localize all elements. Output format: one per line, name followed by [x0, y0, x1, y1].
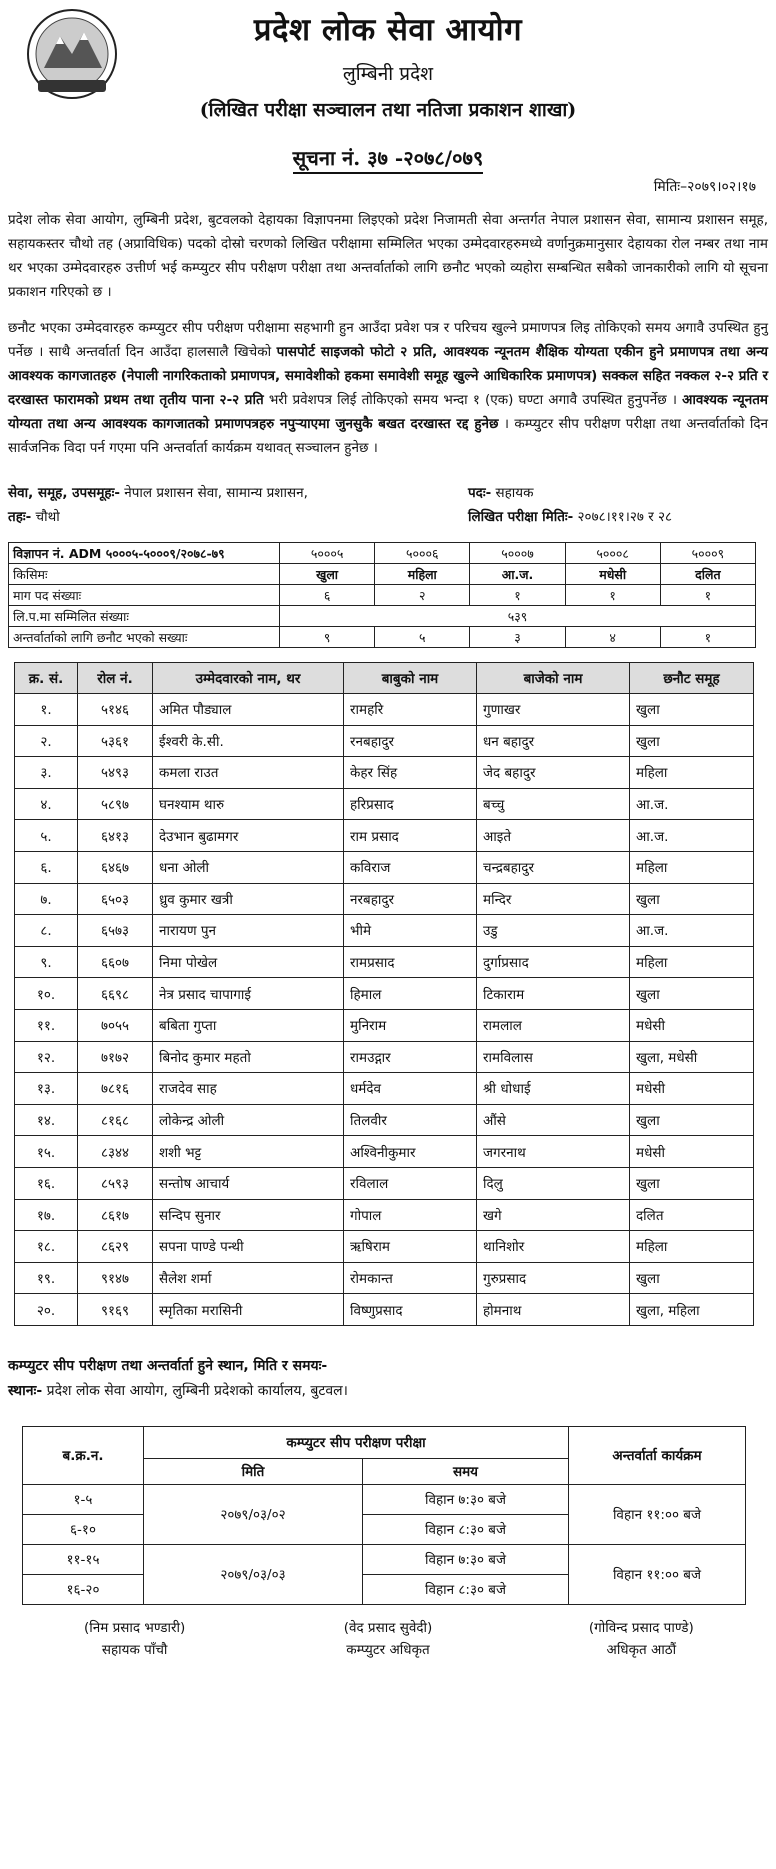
cell-name: शशी भट्ट: [153, 1136, 344, 1168]
schedule-time: विहान ८:३० बजे: [363, 1574, 569, 1604]
cell-name: राजदेव साह: [153, 1073, 344, 1105]
branch-name: (लिखित परीक्षा सञ्चालन तथा नतिजा प्रकाशन शाखा): [199, 99, 577, 121]
cell-group: खुला: [630, 1104, 754, 1136]
cell-grandfather: श्री धोधाई: [477, 1073, 630, 1105]
cell-roll: ६४१३: [78, 820, 153, 852]
cell-grandfather: खगे: [477, 1199, 630, 1231]
cell-grandfather: रामविलास: [477, 1041, 630, 1073]
cell-group: मधेसी: [630, 1136, 754, 1168]
cell-grandfather: दिलु: [477, 1167, 630, 1199]
cell-roll: ७८१६: [78, 1073, 153, 1105]
selected-count: १: [660, 627, 755, 648]
col-header: बाबुको नाम: [344, 663, 477, 694]
ad-type: महिला: [375, 564, 470, 585]
signature-block: [15, 1617, 255, 1661]
table-row: [15, 1231, 754, 1263]
cell-roll: ५३६१: [78, 725, 153, 757]
cell-group: खुला, महिला: [630, 1294, 754, 1326]
venue-heading: कम्प्युटर सीप परीक्षण तथा अन्तर्वार्ता हुने स्थान, मिति र समयः-: [8, 1357, 328, 1374]
table-row: [15, 1104, 754, 1136]
cell-roll: ६५७३: [78, 915, 153, 947]
table-row: [15, 820, 754, 852]
cell-roll: ७१७२: [78, 1041, 153, 1073]
signatory-name: (निम प्रसाद भण्डारी): [84, 1619, 186, 1636]
type-label: किसिमः: [9, 564, 280, 585]
table-row: [15, 1167, 754, 1199]
results-body: [15, 694, 754, 1326]
cell-group: महिला: [630, 1231, 754, 1263]
org-name: प्रदेश लोक सेवा आयोग: [253, 12, 523, 48]
cell-roll: ८६१७: [78, 1199, 153, 1231]
cell-father: रनबहादुर: [344, 725, 477, 757]
cell-father: रोमकान्त: [344, 1262, 477, 1294]
table-row: [15, 1073, 754, 1105]
ad-number: ५०००५: [280, 543, 375, 564]
cell-sn: ६.: [15, 851, 78, 883]
signatory-name: (वेद प्रसाद सुवेदी): [343, 1619, 433, 1636]
selected-count: ३: [470, 627, 565, 648]
table-row: [15, 1199, 754, 1231]
cell-group: मधेसी: [630, 1073, 754, 1105]
signatory-title: कम्प्युटर अधिकृत: [346, 1641, 430, 1658]
results-table: [14, 662, 754, 1326]
province-name: लुम्बिनी प्रदेश: [342, 63, 434, 85]
signatory-title: अधिकृत आठौं: [606, 1641, 677, 1658]
cell-sn: ७.: [15, 883, 78, 915]
cell-father: हिमाल: [344, 978, 477, 1010]
table-row: [15, 1009, 754, 1041]
signatory-title: सहायक पाँचौ: [101, 1641, 168, 1658]
cell-sn: ११.: [15, 1009, 78, 1041]
cell-grandfather: जगरनाथ: [477, 1136, 630, 1168]
cell-grandfather: औंसे: [477, 1104, 630, 1136]
table-row: [15, 851, 754, 883]
cell-sn: १५.: [15, 1136, 78, 1168]
schedule-range: १६-२०: [23, 1574, 144, 1604]
table-row: [15, 1294, 754, 1326]
cell-sn: १९.: [15, 1262, 78, 1294]
post-count: ६: [280, 585, 375, 606]
cell-name: धना ओली: [153, 851, 344, 883]
schedule-interview-header: अन्तर्वार्ता कार्यक्रम: [569, 1426, 746, 1484]
ad-number: ५०००७: [470, 543, 565, 564]
cell-grandfather: जेद बहादुर: [477, 757, 630, 789]
cell-father: कविराज: [344, 851, 477, 883]
schedule-table: [22, 1426, 746, 1605]
schedule-interview-time: विहान ११:०० बजे: [569, 1484, 746, 1544]
schedule-roll-header: ब.क्र.न.: [23, 1426, 144, 1484]
cell-sn: ८.: [15, 915, 78, 947]
signature-block: [521, 1617, 761, 1661]
cell-grandfather: होमनाथ: [477, 1294, 630, 1326]
col-header: बाजेको नाम: [477, 663, 630, 694]
cell-group: दलित: [630, 1199, 754, 1231]
cell-grandfather: मन्दिर: [477, 883, 630, 915]
cell-father: हरिप्रसाद: [344, 788, 477, 820]
cell-name: सैलेश शर्मा: [153, 1262, 344, 1294]
cell-father: तिलवीर: [344, 1104, 477, 1136]
selected-count: ४: [565, 627, 660, 648]
cell-father: रामहरि: [344, 694, 477, 726]
advertisement-table: [8, 542, 756, 648]
cell-group: मधेसी: [630, 1009, 754, 1041]
schedule-range: ६-१०: [23, 1514, 144, 1544]
table-row: [15, 915, 754, 947]
table-row: [15, 788, 754, 820]
cell-roll: ८५९३: [78, 1167, 153, 1199]
cell-father: भीमे: [344, 915, 477, 947]
cell-group: आ.ज.: [630, 820, 754, 852]
table-row: [15, 978, 754, 1010]
cell-group: खुला: [630, 694, 754, 726]
cell-sn: १८.: [15, 1231, 78, 1263]
cell-father: नरबहादुर: [344, 883, 477, 915]
cell-roll: ७०५५: [78, 1009, 153, 1041]
cell-grandfather: चन्द्रबहादुर: [477, 851, 630, 883]
venue-place: स्थानः- प्रदेश लोक सेवा आयोग, लुम्बिनी प्रदेशको कार्यालय, बुटवल।: [8, 1382, 348, 1399]
ad-type: दलित: [660, 564, 755, 585]
table-row: [15, 1041, 754, 1073]
cell-roll: ५८९७: [78, 788, 153, 820]
col-header: रोल नं.: [78, 663, 153, 694]
cell-name: देउभान बुढामगर: [153, 820, 344, 852]
ad-number-label: विज्ञापन नं. ADM ५०००५-५०००९/२०७८-७९: [9, 543, 280, 564]
cell-grandfather: रामलाल: [477, 1009, 630, 1041]
ad-number: ५०००९: [660, 543, 755, 564]
selected-count-label: अन्तर्वार्ताको लागि छनौट भएको सख्याः: [9, 627, 280, 648]
cell-sn: १३.: [15, 1073, 78, 1105]
cell-name: सपना पाण्डे पन्थी: [153, 1231, 344, 1263]
cell-name: सन्दिप सुनार: [153, 1199, 344, 1231]
written-count-label: लि.प.मा सम्मिलित संख्याः: [9, 606, 280, 627]
cell-name: घनश्याम थारु: [153, 788, 344, 820]
cell-grandfather: थानिशोर: [477, 1231, 630, 1263]
cell-father: ऋषिराम: [344, 1231, 477, 1263]
signature-block: [268, 1617, 508, 1661]
cell-father: गोपाल: [344, 1199, 477, 1231]
table-row: [15, 725, 754, 757]
cell-grandfather: गुरुप्रसाद: [477, 1262, 630, 1294]
cell-name: बिनोद कुमार महतो: [153, 1041, 344, 1073]
cell-father: केहर सिंह: [344, 757, 477, 789]
cell-name: बबिता गुप्ता: [153, 1009, 344, 1041]
schedule-time: विहान ७:३० बजे: [363, 1484, 569, 1514]
signatory-name: (गोविन्द प्रसाद पाण्डे): [588, 1619, 694, 1636]
schedule-time: विहान ८:३० बजे: [363, 1514, 569, 1544]
cell-grandfather: आइते: [477, 820, 630, 852]
cell-grandfather: दुर्गाप्रसाद: [477, 946, 630, 978]
schedule-date-header: मिति: [144, 1458, 363, 1484]
cell-name: स्मृतिका मरासिनी: [153, 1294, 344, 1326]
cell-grandfather: उडु: [477, 915, 630, 947]
cell-roll: ९१६९: [78, 1294, 153, 1326]
cell-name: सन्तोष आचार्य: [153, 1167, 344, 1199]
cell-sn: १४.: [15, 1104, 78, 1136]
notice-number: सूचना नं. ३७ -२०७८/०७९: [8, 144, 768, 171]
cell-father: मुनिराम: [344, 1009, 477, 1041]
selected-count: ५: [375, 627, 470, 648]
schedule-time: विहान ७:३० बजे: [363, 1544, 569, 1574]
table-row: [15, 694, 754, 726]
written-total: ५३९: [280, 606, 756, 627]
cell-father: रामउद्गार: [344, 1041, 477, 1073]
instructions-paragraph: छनौट भएका उम्मेदवारहरु कम्प्युटर सीप परीक्षण परीक्षामा सहभागी हुन आउँदा प्रवेश पत्र र परिचय खुल्ने प्रमाणपत्र लिइ तोकिएको समय अगावै उपस्थित हुनु पर्नेछ । साथै अन्तर्वार्ता दिन आउँदा हालसालै खिचेको पासपोर्ट साइजको फोटो २ प्रति, आवश्यक न्यूनतम शैक्षिक योग्यता एकीन हुने प्रमाणपत्र तथा अन्य आवश्यक कागजातहरु (नेपाली नागरिकताको प्रमाणपत्र, समावेशीको हकमा समावेशी समूह खुल्ने आधिकारिक प्रमाणपत्र) सक्कल सहित नक्कल २-२ प्रति र दरखास्त फारामको प्रथम तथा तृतीय पाना २-२ प्रति भरी प्रवेशपत्र लिई तोकिएको समय भन्दा १ (एक) घण्टा अगावै उपस्थित हुनुपर्नेछ । आवश्यक न्यूनतम योग्यता तथा अन्य आवश्यक कागजातको प्रमाणपत्रहरु नपुऱ्याएमा जुनसुकै बखत दरखास्त रद्द हुनेछ । कम्प्युटर सीप परीक्षण परीक्षा तथा अन्तर्वार्ताको दिन सार्वजनिक विदा पर्न गएमा पनि अन्तर्वार्ता कार्यक्रम यथावत् सञ्चालन हुनेछ ।: [8, 320, 769, 456]
cell-sn: १२.: [15, 1041, 78, 1073]
schedule-interview-time: विहान ११:०० बजे: [569, 1544, 746, 1604]
ad-number: ५०००६: [375, 543, 470, 564]
cell-father: राम प्रसाद: [344, 820, 477, 852]
schedule-range: ११-१५: [23, 1544, 144, 1574]
cell-roll: ५१४६: [78, 694, 153, 726]
post-details: सेवा, समूह, उपसमूहः- नेपाल प्रशासन सेवा, सामान्य प्रशासन, पदः- सहायक तहः- चौथो लिखित परीक्षा मितिः- २०७८।११।२७ र २८: [8, 485, 673, 525]
signatures: [8, 1617, 768, 1661]
post-count: १: [660, 585, 755, 606]
cell-name: अमित पौड्याल: [153, 694, 344, 726]
cell-grandfather: टिकाराम: [477, 978, 630, 1010]
col-header: क्र. सं.: [15, 663, 78, 694]
cell-group: खुला: [630, 883, 754, 915]
cell-roll: ८३४४: [78, 1136, 153, 1168]
cell-name: ध्रुव कुमार खत्री: [153, 883, 344, 915]
cell-name: कमला राउत: [153, 757, 344, 789]
cell-group: महिला: [630, 851, 754, 883]
cell-name: नारायण पुन: [153, 915, 344, 947]
table-row: [15, 883, 754, 915]
notice-date: मितिः–२०७९।०२।१७: [653, 179, 756, 195]
table-row: [15, 946, 754, 978]
cell-sn: ४.: [15, 788, 78, 820]
schedule-date: २०७९/०३/०२: [144, 1484, 363, 1544]
cell-grandfather: बच्चु: [477, 788, 630, 820]
nepal-emblem-icon: [22, 6, 122, 102]
cell-grandfather: गुणाखर: [477, 694, 630, 726]
table-row: [15, 1262, 754, 1294]
cell-group: खुला, मधेसी: [630, 1041, 754, 1073]
cell-roll: ६५०३: [78, 883, 153, 915]
col-header: छनौट समूह: [630, 663, 754, 694]
cell-group: आ.ज.: [630, 788, 754, 820]
cell-father: विष्णुप्रसाद: [344, 1294, 477, 1326]
cell-roll: ८६२९: [78, 1231, 153, 1263]
cell-roll: ८१६८: [78, 1104, 153, 1136]
schedule-time-header: समय: [363, 1458, 569, 1484]
cell-name: ईश्वरी के.सी.: [153, 725, 344, 757]
cell-group: आ.ज.: [630, 915, 754, 947]
ad-type: खुला: [280, 564, 375, 585]
cell-father: रविलाल: [344, 1167, 477, 1199]
cell-sn: १०.: [15, 978, 78, 1010]
cell-roll: ९१४७: [78, 1262, 153, 1294]
schedule-computer-header: कम्प्युटर सीप परीक्षण परीक्षा: [144, 1426, 569, 1458]
intro-paragraph: प्रदेश लोक सेवा आयोग, लुम्बिनी प्रदेश, बुटवलको देहायका विज्ञापनमा लिइएको प्रदेश निजामती सेवा अन्तर्गत नेपाल प्रशासन सेवा, सामान्य प्रशासन समूह, सहायकस्तर चौथो तह (अप्राविधिक) पदको दोस्रो चरणको लिखित परीक्षामा सम्मिलित भएका उम्मेदवारहरुमध्ये वर्णानुक्रमानुसार देहायका रोल नम्बर तथा नाम थर भएका उम्मेदवारहरु उत्तीर्ण भई कम्प्युटर सीप परीक्षण परीक्षा तथा अन्तर्वार्ताको लागि छनौट भएको व्यहोरा सम्बन्धित सबैको जानकारीको लागि यो सूचना प्रकाशन गरिएको छ ।: [8, 212, 768, 300]
cell-name: लोकेन्द्र ओली: [153, 1104, 344, 1136]
cell-sn: १६.: [15, 1167, 78, 1199]
ad-number: ५०००८: [565, 543, 660, 564]
cell-father: रामप्रसाद: [344, 946, 477, 978]
ad-type: आ.ज.: [470, 564, 565, 585]
post-count: १: [565, 585, 660, 606]
col-header: उम्मेदवारको नाम, थर: [153, 663, 344, 694]
schedule-date: २०७९/०३/०३: [144, 1544, 363, 1604]
cell-sn: ५.: [15, 820, 78, 852]
cell-roll: ६६९८: [78, 978, 153, 1010]
post-count: २: [375, 585, 470, 606]
cell-name: निमा पोखेल: [153, 946, 344, 978]
cell-group: खुला: [630, 725, 754, 757]
cell-father: धर्मदेव: [344, 1073, 477, 1105]
selected-count: ९: [280, 627, 375, 648]
post-count: १: [470, 585, 565, 606]
cell-group: खुला: [630, 978, 754, 1010]
cell-roll: ५४९३: [78, 757, 153, 789]
schedule-range: १-५: [23, 1484, 144, 1514]
cell-roll: ६४६७: [78, 851, 153, 883]
cell-grandfather: धन बहादुर: [477, 725, 630, 757]
cell-group: खुला: [630, 1262, 754, 1294]
cell-group: खुला: [630, 1167, 754, 1199]
cell-father: अश्विनीकुमार: [344, 1136, 477, 1168]
posts-label: माग पद संख्याः: [9, 585, 280, 606]
cell-sn: ३.: [15, 757, 78, 789]
cell-name: नेत्र प्रसाद चापागाई: [153, 978, 344, 1010]
cell-sn: २.: [15, 725, 78, 757]
table-row: [15, 757, 754, 789]
cell-sn: २०.: [15, 1294, 78, 1326]
cell-group: महिला: [630, 757, 754, 789]
cell-group: महिला: [630, 946, 754, 978]
cell-roll: ६६०७: [78, 946, 153, 978]
ad-type: मधेसी: [565, 564, 660, 585]
cell-sn: १.: [15, 694, 78, 726]
cell-sn: ९.: [15, 946, 78, 978]
cell-sn: १७.: [15, 1199, 78, 1231]
header: [8, 0, 768, 120]
table-row: [15, 1136, 754, 1168]
